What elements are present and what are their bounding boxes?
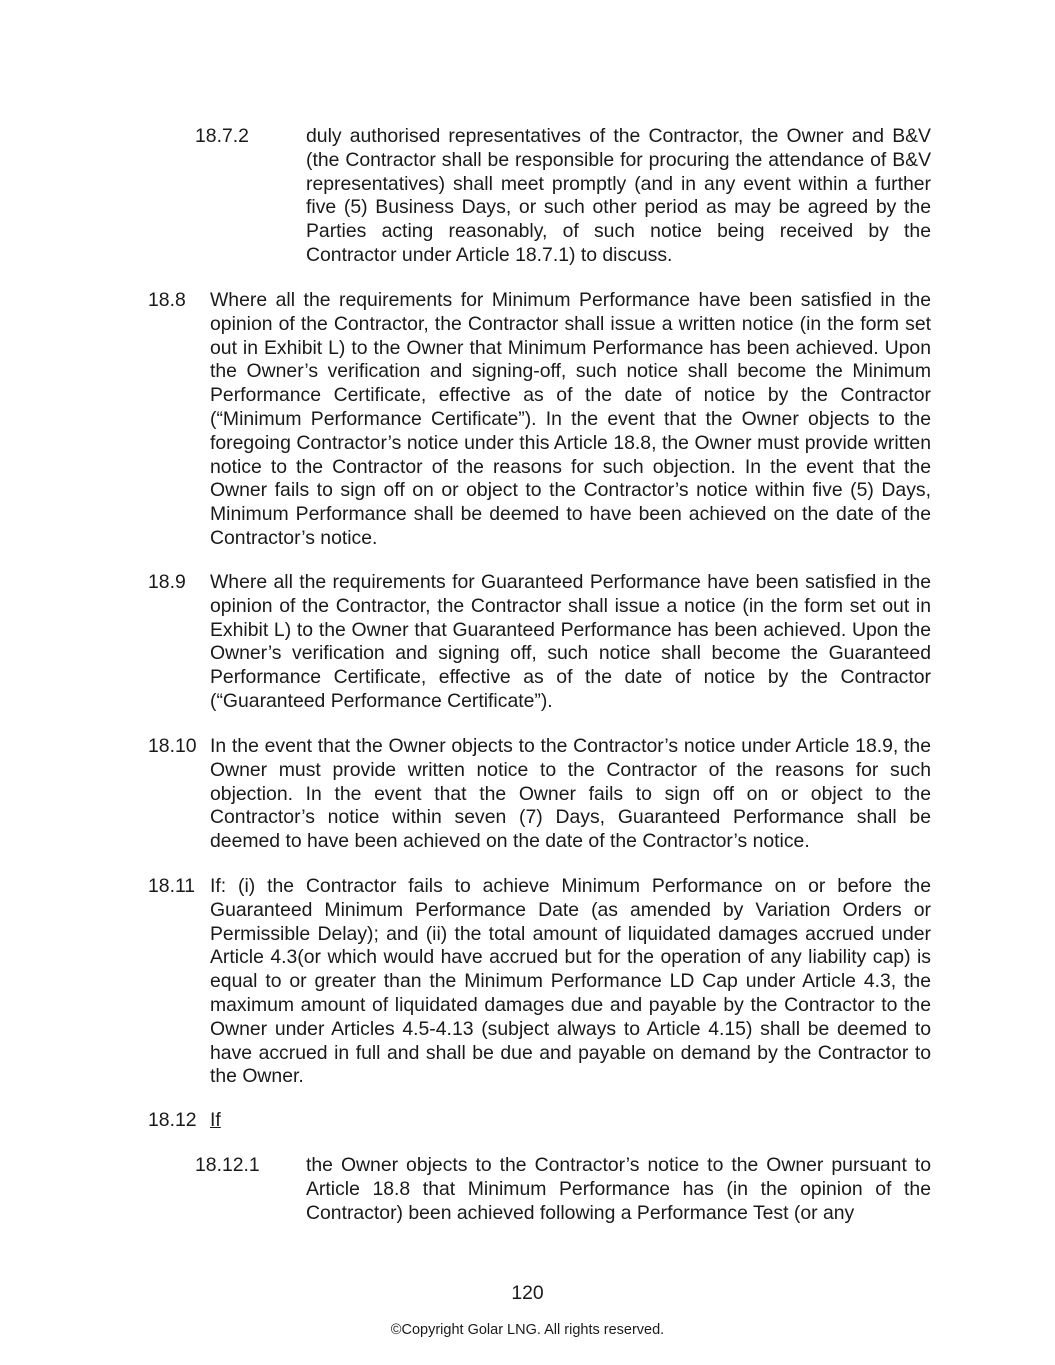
clause-number-18-12-1: 18.12.1	[195, 1154, 260, 1176]
clause-text-18-10: In the event that the Owner objects to the Contractor’s notice under Article 18.9, the Owner must provide written notice to the Contractor of the reasons for such objection. In the event that the Owner fails to sign off on or object to the Contractor’s notice within seven (7) Days, Guaranteed Performance shall be deemed to have been achieved on the date of the Contractor’s notice.	[210, 735, 931, 853]
clause-number-18-12: 18.12	[148, 1109, 197, 1131]
page-number: 120	[511, 1282, 544, 1304]
clause-text-18-8: Where all the requirements for Minimum Performance have been satisfied in the opinion of the Contractor, the Contractor shall issue a written notice (in the form set out in Exhibit L) to the Owner that Minimum Performance has been achieved. Upon the Owner’s verification and signing-off, such notice shall become the Minimum Performance Certificate, effective as of the date of notice by the Contractor (“Minimum Performance Certificate”). In the event that the Owner objects to the foregoing Contractor’s notice under this Article 18.8, the Owner must provide written notice to the Contractor of the reasons for such objection. In the event that the Owner fails to sign off on or object to the Contractor’s notice within five (5) Days, Minimum Performance shall be deemed to have been achieved on the date of the Contractor’s notice.	[210, 289, 931, 549]
clause-number-18-11: 18.11	[148, 875, 196, 897]
clause-text-18-12: If	[210, 1109, 221, 1131]
clause-text-18-9: Where all the requirements for Guaranteed Performance have been satisfied in the opinion of the Contractor, the Contractor shall issue a notice (in the form set out in Exhibit L) to the Owner that Guaranteed Performance has been achieved. Upon the Owner’s verification and signing off, such notice shall become the Guaranteed Performance Certificate, effective as of the date of notice by the Contractor (“Guaranteed Performance Certificate”).	[210, 571, 931, 712]
copyright-footer: ©Copyright Golar LNG. All rights reserved.	[390, 1322, 665, 1338]
clause-number-18-8: 18.8	[148, 289, 186, 311]
clause-text-18-12-1: the Owner objects to the Contractor’s notice to the Owner pursuant to Article 18.8 that Minimum Performance has (in the opinion of the Contractor) been achieved following a Performance Test (or any	[306, 1154, 931, 1224]
clause-text-18-11: If: (i) the Contractor fails to achieve Minimum Performance on or before the Guaranteed Minimum Performance Date (as amended by Variation Orders or Permissible Delay); and (ii) the total amount of liquidated damages accrued under Article 4.3(or which would have accrued but for the operation of any liability cap) is equal to or greater than the Minimum Performance LD Cap under Article 4.3, the maximum amount of liquidated damages due and payable by the Contractor to the Owner under Articles 4.5-4.13 (subject always to Article 4.15) shall be deemed to have accrued in full and shall be due and payable on demand by the Contractor to the Owner.	[210, 875, 931, 1088]
clause-number-18-9: 18.9	[148, 571, 186, 593]
clause-number-18-10: 18.10	[148, 735, 197, 757]
clause-text-18-7-2: duly authorised representatives of the Contractor, the Owner and B&V (the Contractor shall be responsible for procuring the attendance of B&V representatives) shall meet promptly (and in any event within a further five (5) Business Days, or such other period as may be agreed by the Parties acting reasonably, of such notice being received by the Contractor under Article 18.7.1) to discuss.	[306, 125, 931, 266]
clause-number-18-7-2: 18.7.2	[195, 125, 249, 147]
